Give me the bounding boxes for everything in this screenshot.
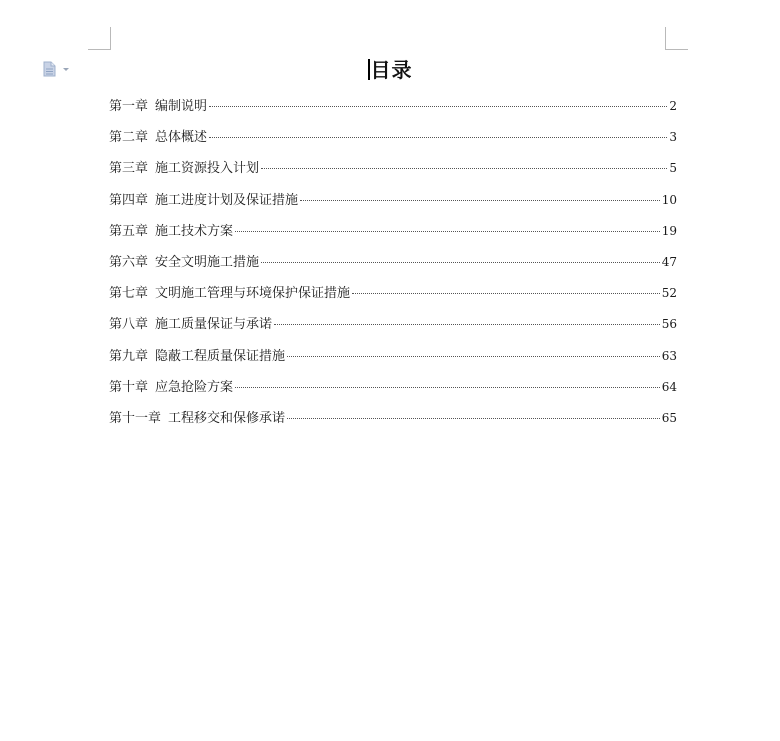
toc-entry-page-number: 47 [661, 254, 677, 269]
toc-dot-leader [235, 387, 660, 388]
text-cursor [368, 59, 370, 80]
toc-entry-chapter: 第十一章 [109, 410, 162, 426]
toc-entry[interactable] [109, 283, 677, 314]
toc-entry-title: 安全文明施工措施 [155, 254, 260, 270]
toc-entry[interactable] [109, 158, 677, 189]
toc-entry-title: 施工质量保证与承诺 [155, 317, 273, 333]
toc-dot-leader [352, 293, 660, 294]
toc-entry-title: 文明施工管理与环境保护保证措施 [155, 286, 351, 302]
toc-entry[interactable] [109, 408, 677, 439]
toc-entry-title: 应急抢险方案 [155, 379, 234, 395]
toc-entry[interactable] [109, 221, 677, 252]
toc-entry-page-number: 19 [661, 223, 677, 238]
toc-entry-chapter: 第二章 [109, 130, 149, 146]
toc-entry-chapter: 第十章 [109, 379, 149, 395]
toc-dot-leader [261, 168, 667, 169]
toc-dot-leader [300, 200, 660, 201]
toc-entry-page-number: 56 [661, 317, 677, 332]
toc-heading[interactable] [0, 57, 780, 83]
toc-entry-chapter: 第四章 [109, 192, 149, 208]
toc-entry-page-number: 52 [661, 286, 677, 301]
toc-entry[interactable] [109, 190, 677, 221]
toc-entry-page-number: 2 [669, 99, 677, 113]
toc-dot-leader [209, 106, 667, 107]
toc-entry[interactable] [109, 252, 677, 283]
toc-dot-leader [261, 262, 660, 263]
toc-entry[interactable] [109, 127, 677, 158]
page-corner-mark-top-right [665, 27, 688, 50]
toc-entry-page-number: 10 [661, 192, 677, 207]
toc-entry-chapter: 第三章 [109, 161, 149, 177]
toc-entry-chapter: 第九章 [109, 348, 149, 364]
toc-dot-leader [287, 356, 660, 357]
toc-entry-page-number: 3 [669, 130, 677, 145]
toc-entry-title: 编制说明 [155, 99, 208, 114]
toc-entry-chapter: 第八章 [109, 317, 149, 333]
toc-dot-leader [235, 231, 660, 232]
toc-dot-leader [287, 418, 660, 419]
toc-entry-page-number: 65 [661, 410, 677, 425]
toc-entry-title: 隐蔽工程质量保证措施 [155, 348, 286, 364]
toc-entry-title: 施工进度计划及保证措施 [155, 192, 299, 208]
toc-heading-text: 目录 [370, 58, 413, 82]
toc-dot-leader [209, 137, 667, 138]
toc-entry[interactable] [109, 314, 677, 345]
toc-entry-title: 总体概述 [155, 130, 208, 146]
toc-entry[interactable] [109, 377, 677, 408]
toc-entry[interactable] [109, 96, 677, 127]
toc-dot-leader [274, 324, 660, 325]
toc-entry-page-number: 63 [661, 348, 677, 363]
toc-entry-chapter: 第一章 [109, 99, 149, 114]
toc-entry[interactable] [109, 346, 677, 377]
toc-entry-chapter: 第七章 [109, 286, 149, 302]
table-of-contents [109, 96, 677, 439]
toc-entry-page-number: 64 [661, 379, 677, 394]
toc-entry-title: 施工技术方案 [155, 223, 234, 239]
toc-entry-title: 工程移交和保修承诺 [168, 410, 286, 426]
page-corner-mark-top-left [88, 27, 111, 50]
toc-entry-page-number: 5 [669, 161, 677, 176]
toc-entry-chapter: 第五章 [109, 223, 149, 239]
toc-entry-title: 施工资源投入计划 [155, 161, 260, 177]
toc-entry-chapter: 第六章 [109, 254, 149, 270]
